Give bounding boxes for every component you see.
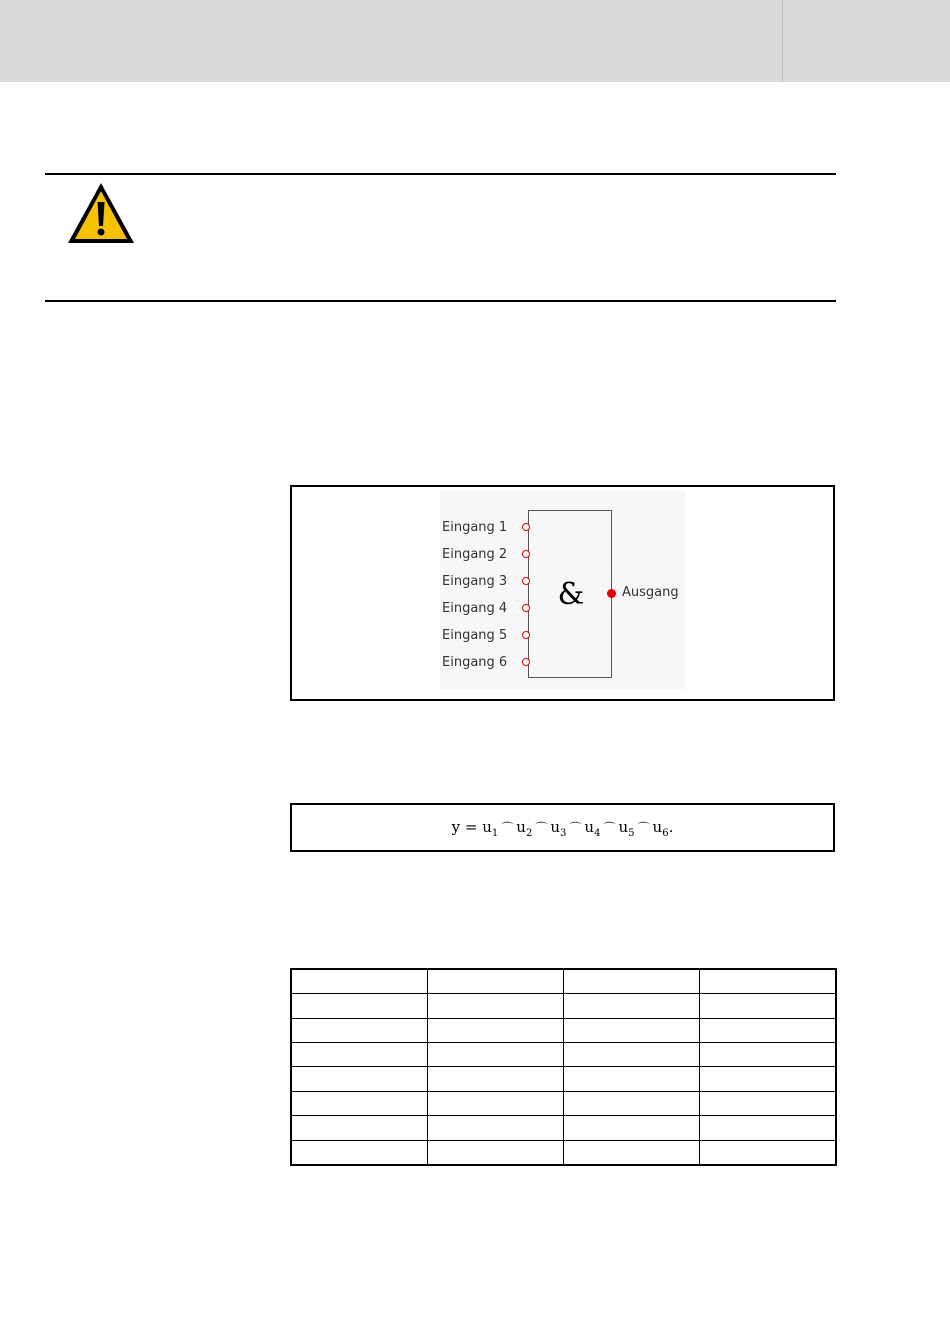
table-row <box>291 1091 836 1115</box>
and-gate-diagram <box>440 491 686 689</box>
table-cell <box>564 1116 700 1140</box>
header-divider-tick <box>782 0 783 82</box>
and-gate-diagram-box <box>290 485 835 701</box>
table-cell <box>291 969 427 994</box>
formula-end: . <box>668 818 674 836</box>
table-cell <box>700 1116 836 1140</box>
input-pin-4 <box>522 604 530 612</box>
table-cell <box>427 1140 563 1165</box>
formula-term-5: $u_5$ <box>618 818 635 839</box>
table-cell <box>427 1116 563 1140</box>
table-row <box>291 1018 836 1042</box>
formula-term-6: $u_6$ <box>652 818 669 839</box>
formula-term-1: $u_1$ <box>482 818 499 839</box>
input-label-2: Eingang 2 <box>442 547 508 562</box>
warning-triangle-icon <box>65 180 137 246</box>
table-row <box>291 1043 836 1067</box>
table-cell <box>700 1043 836 1067</box>
formula-operator: ⌒ <box>569 821 582 835</box>
input-pin-1 <box>522 523 530 531</box>
and-gate-symbol: & <box>557 577 585 612</box>
warning-top-rule <box>45 173 836 175</box>
input-pin-6 <box>522 658 530 666</box>
formula-term-4: $u_4$ <box>584 818 601 839</box>
formula-operator: ⌒ <box>637 821 650 835</box>
input-pin-3 <box>522 577 530 585</box>
formula-operator: ⌒ <box>603 821 616 835</box>
table-cell <box>291 1018 427 1042</box>
table-cell <box>564 1140 700 1165</box>
table-cell <box>700 1018 836 1042</box>
formula-term-3: $u_3$ <box>550 818 567 839</box>
table-cell <box>291 1067 427 1091</box>
table-row <box>291 994 836 1018</box>
truth-table-body <box>291 969 836 1165</box>
input-label-1: Eingang 1 <box>442 520 508 535</box>
table-cell <box>291 994 427 1018</box>
table-cell <box>700 994 836 1018</box>
formula-box <box>290 803 835 852</box>
table-cell <box>564 1018 700 1042</box>
and-gate-block <box>528 510 612 678</box>
table-row <box>291 1140 836 1165</box>
output-pin <box>607 589 616 598</box>
table-cell <box>700 1091 836 1115</box>
input-label-4: Eingang 4 <box>442 601 508 616</box>
table-cell <box>291 1043 427 1067</box>
table-cell <box>564 1043 700 1067</box>
page-header-band <box>0 0 950 82</box>
table-row <box>291 1067 836 1091</box>
warning-bottom-rule <box>45 300 836 302</box>
input-label-6: Eingang 6 <box>442 655 508 670</box>
table-cell <box>291 1140 427 1165</box>
table-cell <box>700 1140 836 1165</box>
input-pin-2 <box>522 550 530 558</box>
input-label-5: Eingang 5 <box>442 628 508 643</box>
formula-term-2: $u_2$ <box>516 818 533 839</box>
table-cell <box>564 1091 700 1115</box>
table-cell <box>427 1067 563 1091</box>
truth-table <box>290 968 837 1166</box>
formula-operator: ⌒ <box>535 821 548 835</box>
table-cell <box>700 1067 836 1091</box>
table-cell <box>564 969 700 994</box>
table-cell <box>291 1116 427 1140</box>
table-cell <box>564 1067 700 1091</box>
table-row <box>291 969 836 994</box>
input-label-3: Eingang 3 <box>442 574 508 589</box>
table-cell <box>427 1043 563 1067</box>
table-cell <box>427 969 563 994</box>
and-formula <box>292 817 833 844</box>
table-cell <box>291 1091 427 1115</box>
table-row <box>291 1116 836 1140</box>
formula-operator: ⌒ <box>501 821 514 835</box>
table-cell <box>564 994 700 1018</box>
table-cell <box>427 994 563 1018</box>
table-cell <box>427 1091 563 1115</box>
table-cell <box>427 1018 563 1042</box>
table-cell <box>700 969 836 994</box>
formula-lhs: y = <box>451 818 478 836</box>
output-label: Ausgang <box>622 585 679 600</box>
input-pin-5 <box>522 631 530 639</box>
